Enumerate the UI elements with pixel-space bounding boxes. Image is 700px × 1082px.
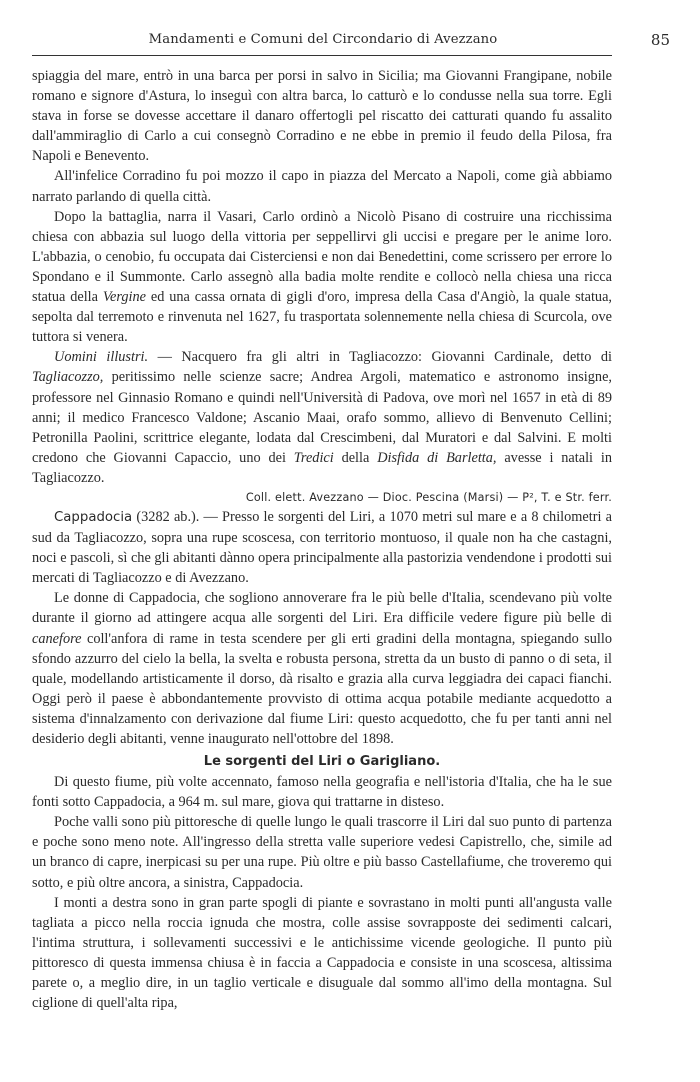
text-span: (3282 ab.). — Presso le sorgenti del Liri, a 1070 metri sul mare e a 8 chilometri a sud da Tagliacozzo, sopra una rupe scoscesa, con territorio montuoso, il quale non ha che castagni, noci e pascoli, sì che gli abitanti dànno opera principalmente alla pastorizia vendendone i prodotti sui mercati di Tagliacozzo e di Avezzano.	[32, 508, 612, 587]
running-header	[32, 30, 670, 52]
page-body	[32, 66, 612, 1013]
paragraph-corradino-death: All'infelice Corradino fu poi mozzo il capo in piazza del Mercato a Napoli, come già abbiamo narrato parlando di quella città.	[32, 168, 612, 205]
paragraph-mountains: I monti a destra sono in gran parte spogli di piante e sovrastano in molti punti all'angusta valle tagliata a picco nella roccia ignuda che mostra, colle assise sovrapposte dei sedimenti calcari, l'intima struttura, i sollevamenti successivi e le antichissime vicende geologiche. Il punto più pittoresco di questa immensa chiusa è in faccia a Cappadocia e consiste in una scoscesa, altissima parete o, a meglio dire, in un taglio verticale e disuguale dal sommo all'imo della montagna. Sul ciglione di quell'alta ripa,	[32, 894, 612, 1012]
header-rule	[32, 55, 612, 56]
text-span: Le donne di Cappadocia, che sogliono annoverare fra le più belle d'Italia, scendevano più volte durante il giorno ad attingere acqua alle sorgenti del Liri. Era difficile vedere figure più belle di	[32, 590, 612, 627]
paragraph-valleys: Poche valli sono più pittoresche di quelle lungo le quali trascorre il Liri dal suo punto di partenza e poche sono meno note. All'ingresso della stretta valle superiore vedesi Capistrello, che, simile ad un branco di capre, inerpicasi su per una rupe. Più oltre e più basso Castellafiume, che troveremo qui sotto, e più oltre ancora, a sinistra, Cappadocia.	[32, 814, 612, 891]
text-span: della	[333, 449, 378, 466]
electoral-note: Coll. elett. Avezzano — Dioc. Pescina (Marsi) — P², T. e Str. ferr.	[245, 490, 612, 504]
paragraph-corradino-capture: spiaggia del mare, entrò in una barca per porsi in salvo in Sicilia; ma Giovanni Frangipane, nobile romano e signore d'Astura, lo inseguì con altra barca, lo catturò e lo condusse nella sua torre. Egli stava in forse se dovesse accettare il danaro offertogli pel riscatto dei catturati quando fu assalito dall'ammiraglio di Carlo a cui consegnò Corradino e ne ebbe in premio il feudo della Pilosa, fra Napoli e Benevento.	[32, 68, 612, 165]
text-span: avesse i natali in Tagliacozzo.	[32, 449, 612, 486]
section-heading: Le sorgenti del Liri o Garigliano.	[203, 754, 441, 770]
paragraph-cappadocia-women	[32, 588, 612, 749]
page-number: 85	[650, 31, 670, 49]
text-span: Dopo la battaglia, narra il Vasari, Carlo ordinò a Nicolò Pisano di costruire una ricchissima chiesa con abbazia sul luogo della vittoria per seppellirvi gli uccisi e pregare per le anime loro. L'abbazia, o cenobio, fu occupata dai Cisterciensi e non dai Benedettini, come scrissero per errore lo Spondano e il Summonte. Carlo assegnò alla badia molte rendite e collocò nella chiesa una ricca statua della	[32, 208, 612, 306]
text-span: peritissimo nelle scienze sacre; Andrea Argoli, matematico e astronomo insigne, professore nel Ginnasio Romano e quindi nell'Università di Padova, ove morì nel 1657 in età di 89 anni; il medico Francesco Valdone; Ascanio Maai, orafo sommo, allievo di Benvenuto Cellini; Petronilla Paolini, scrittrice elegante, lodata dal Crescimbeni, dal Muratori e dal Salvini. E molti credono che Giovanni Capaccio, uno dei	[32, 369, 612, 466]
paragraph-notable-people	[32, 347, 612, 488]
paragraph-cappadocia	[32, 507, 612, 588]
italic-term: Tagliacozzo,	[32, 369, 104, 386]
paragraph-river-intro: Di questo fiume, più volte accennato, famoso nella geografia e nell'istoria d'Italia, che ha le sue fonti sotto Cappadocia, a 964 m. sul mare, giova qui trattarne in disteso.	[32, 774, 612, 811]
italic-term: canefore	[32, 630, 82, 647]
text-span: — Nacquero fra gli altri in Tagliacozzo: Giovanni Cardinale, detto di	[148, 349, 612, 366]
running-title: Mandamenti e Comuni del Circondario di Avezzano	[148, 32, 498, 47]
entry-title: Cappadocia	[54, 509, 133, 525]
italic-term: Disfida di Barletta,	[377, 449, 497, 466]
italic-term: Vergine	[102, 289, 147, 306]
text-span: ed una cassa ornata di gigli d'oro, impresa della Casa d'Angiò, la quale statua, sepolta dal terremoto e rinvenuta nel 1627, fu trasportata solennemente nella chiesa di Scurcola, ove tuttora si venera.	[32, 289, 612, 346]
italic-term: Tredici	[293, 449, 334, 466]
text-span: coll'anfora di rame in testa scendere per gli erti gradini della montagna, spiegando sullo sfondo azzurro del cielo la bella, la svelta e robusta persona, stretta da un busto di panno o di seta, il quale, modellando artisticamente il dorso, dà risalto e grazia alla curva leggiadra dei capaci fianchi. Oggi però il paese è abbondantemente provvisto di ottima acqua potabile mediante acquedotto a sistema d'innalzamento con derivazione dal fiume Liri: questo acquedotto, che fu per tanti anni nel desiderio degli abitanti, venne inaugurato nell'ottobre del 1898.	[32, 630, 612, 747]
paragraph-abbey	[32, 207, 612, 348]
section-label-italic: Uomini illustri.	[54, 349, 149, 366]
